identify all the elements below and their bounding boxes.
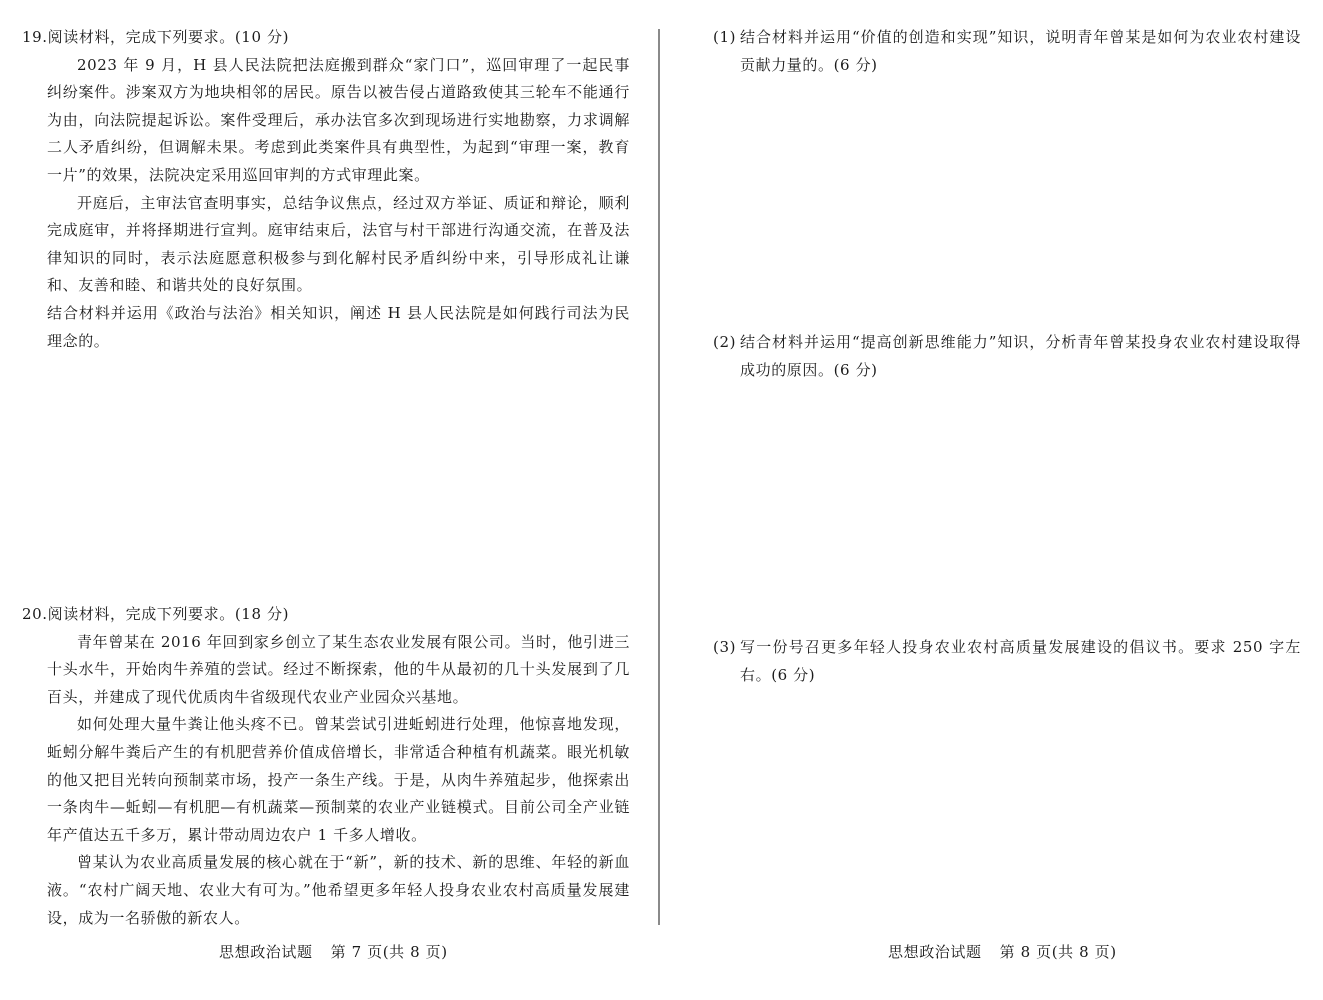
exam-page-7 [0, 0, 659, 1000]
question-19-header [22, 24, 630, 52]
subquestion-text: 写一份号召更多年轻人投身农业农村高质量发展建设的倡议书。要求 250 字左右。(6 分) [740, 638, 1301, 684]
question-number: 19. [22, 28, 48, 46]
exam-page-8 [661, 0, 1323, 1000]
material-paragraph: 开庭后，主审法官查明事实，总结争议焦点，经过双方举证、质证和辩论，顺利完成庭审，并将择期进行宣判。庭审结束后，法官与村干部进行沟通交流，在普及法律知识的同时，表示法庭愿意积极参与到化解村民矛盾纠纷中来，引导形成礼让谦和、友善和睦、和谐共处的良好氛围。 [47, 193, 630, 295]
footer-subject: 思想政治试题 [888, 943, 982, 961]
question-instruction: 阅读材料，完成下列要求。(18 分) [47, 605, 290, 623]
footer-subject: 思想政治试题 [219, 943, 313, 961]
subquestion-text: 结合材料并运用“价值的创造和实现”知识，说明青年曾某是如何为农业农村建设贡献力量的。(6 分) [740, 28, 1301, 74]
subquestion-1 [713, 24, 1301, 79]
subquestion-text: 结合材料并运用“提高创新思维能力”知识，分析青年曾某投身农业农村建设取得成功的原因。(6 分) [740, 333, 1301, 379]
material-paragraph: 青年曾某在 2016 年回到家乡创立了某生态农业发展有限公司。当时，他引进三十头水牛，开始肉牛养殖的尝试。经过不断探索，他的牛从最初的几十头发展到了几百头，并建成了现代优质肉牛省级现代农业产业园众兴基地。 [47, 632, 630, 706]
material-paragraph: 如何处理大量牛粪让他头疼不已。曾某尝试引进蚯蚓进行处理，他惊喜地发现，蚯蚓分解牛粪后产生的有机肥营养价值成倍增长，非常适合种植有机蔬菜。眼光机敏的他又把目光转向预制菜市场，投产一条生产线。于是，从肉牛养殖起步，他探索出一条肉牛—蚯蚓—有机肥—有机蔬菜—预制菜的农业产业链模式。目前公司全产业链年产值达五千多万，累计带动周边农户 1 千多人增收。 [47, 715, 630, 844]
page-footer [888, 941, 1117, 962]
question-prompt: 结合材料并运用《政治与法治》相关知识，阐述 H 县人民法院是如何践行司法为民理念的。 [47, 303, 630, 350]
question-20-header [22, 601, 630, 629]
footer-page-number: 第 7 页(共 8 页) [330, 943, 448, 961]
footer-page-number: 第 8 页(共 8 页) [999, 943, 1117, 961]
question-19 [22, 24, 630, 355]
page-divider [658, 29, 660, 925]
question-19-material [22, 52, 630, 356]
question-instruction: 阅读材料，完成下列要求。(10 分) [47, 28, 290, 46]
question-number: 20. [22, 605, 48, 623]
material-paragraph: 曾某认为农业高质量发展的核心就在于“新”，新的技术、新的思维、年轻的新血液。“农村广阔天地、农业大有可为。”他希望更多年轻人投身农业农村高质量发展建设，成为一名骄傲的新农人。 [47, 853, 630, 927]
page-footer [219, 941, 448, 962]
subquestion-3 [713, 634, 1301, 689]
subquestion-2 [713, 329, 1301, 384]
question-20-material [22, 629, 630, 933]
question-20 [22, 601, 630, 932]
material-paragraph: 2023 年 9 月，H 县人民法院把法庭搬到群众“家门口”，巡回审理了一起民事纠纷案件。涉案双方为地块相邻的居民。原告以被告侵占道路致使其三轮车不能通行为由，向法院提起诉讼。案件受理后，承办法官多次到现场进行实地勘察，力求调解二人矛盾纠纷，但调解未果。考虑到此类案件具有典型性，为起到“审理一案，教育一片”的效果，法院决定采用巡回审判的方式审理此案。 [47, 55, 630, 184]
subquestion-number: (1) [713, 28, 737, 46]
subquestion-number: (2) [713, 333, 737, 351]
subquestion-number: (3) [713, 638, 737, 656]
